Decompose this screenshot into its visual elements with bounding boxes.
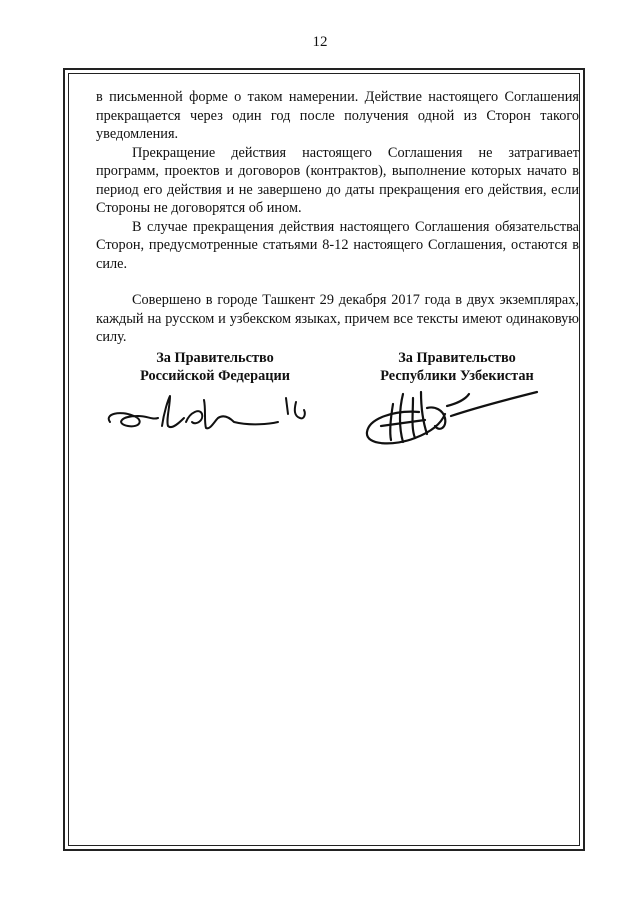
body-text bbox=[96, 88, 579, 347]
signatory-left-line1: За Правительство bbox=[156, 350, 274, 366]
right-signature-icon bbox=[355, 384, 545, 454]
signatory-right bbox=[342, 349, 572, 385]
signatory-left bbox=[100, 349, 330, 385]
signatory-right-line1: За Правительство bbox=[398, 350, 516, 366]
page-number: 12 bbox=[312, 34, 328, 50]
signatory-right-line2: Республики Узбекистан bbox=[380, 368, 534, 384]
paragraph-notice: в письменной форме о таком намерении. Действие настоящего Соглашения прекращается через один год после получения одной из Сторон такого уведомления. bbox=[96, 89, 579, 142]
paragraph-obligations: В случае прекращения действия настоящего Соглашения обязательства Сторон, предусмотренные статьями 8-12 настоящего Соглашения, остаются в силе. bbox=[96, 218, 579, 272]
paragraph-termination: Прекращение действия настоящего Соглашения не затрагивает программ, проектов и договоров (контрактов), выполнение которых начато в период его действия и не завершено до даты прекращения его действия, если Стороны не договорятся об ином. bbox=[96, 144, 579, 216]
paragraph-done-at: Совершено в городе Ташкент 29 декабря 2017 года в двух экземплярах, каждый на русском и узбекском языках, причем все тексты имеют одинаковую силу. bbox=[96, 292, 579, 345]
left-signature-icon bbox=[100, 392, 310, 437]
signatory-left-line2: Российской Федерации bbox=[140, 368, 290, 384]
